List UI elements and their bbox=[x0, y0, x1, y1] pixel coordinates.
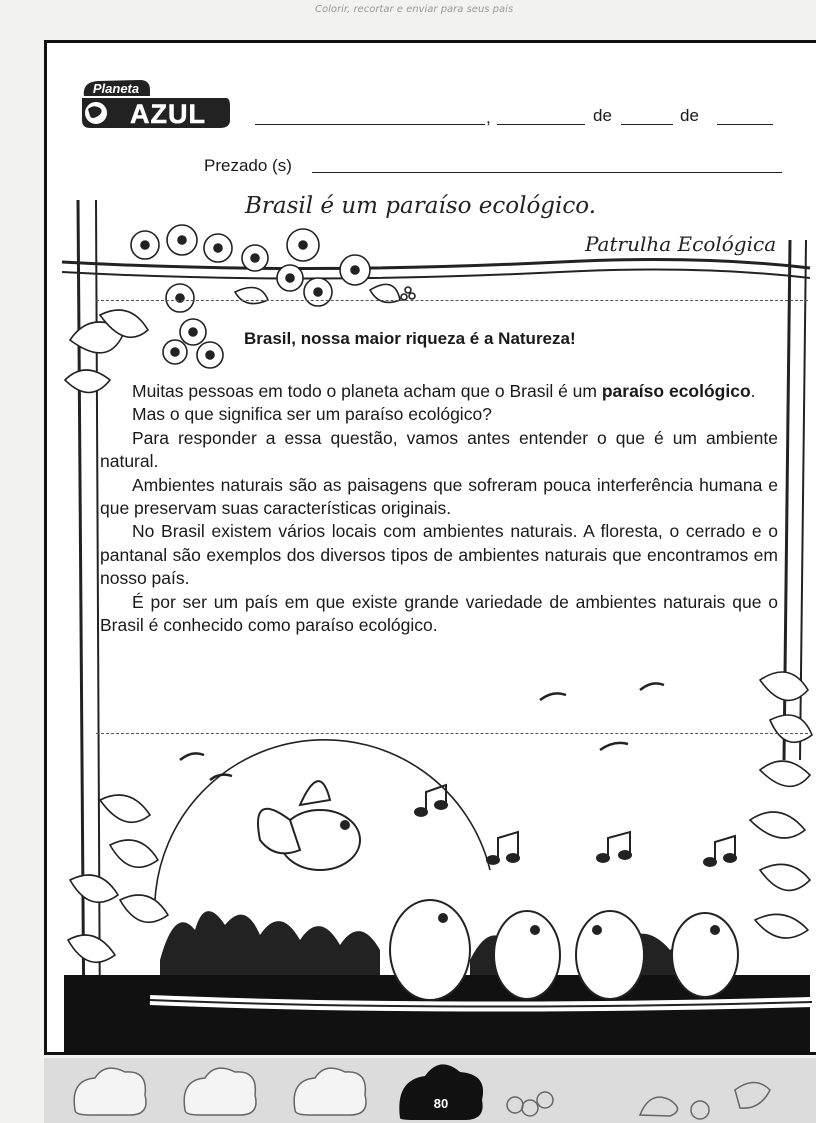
de-label-2: de bbox=[680, 106, 699, 125]
paragraph-1: Muitas pessoas em todo o planeta acham que o Brasil é um paraíso ecológico. bbox=[132, 381, 756, 401]
logo-line1: Planeta bbox=[92, 81, 140, 96]
de-label-1: de bbox=[593, 106, 612, 125]
top-instruction-note: Colorir, recortar e enviar para seus pais bbox=[315, 4, 514, 15]
letter-title: Brasil, nossa maior riqueza é a Natureza! bbox=[244, 329, 576, 348]
comma: , bbox=[486, 108, 491, 127]
signature-text: Patrulha Ecológica bbox=[585, 232, 777, 256]
paragraph-4: Ambientes naturais são as paisagens que sofreram pouca interferência humana e que preservam suas características originais. bbox=[100, 474, 778, 519]
slogan-text: Brasil é um paraíso ecológico. bbox=[245, 193, 597, 219]
paragraph-5: No Brasil existem vários locais com ambientes naturais. A floresta, o cerrado e o pantanal são exemplos dos diversos tipos de ambientes naturais que encontramos em nosso país. bbox=[100, 521, 778, 589]
paragraph-6: É por ser um país em que existe grande variedade de ambientes naturais que o Brasil é conhecido como paraíso ecológico. bbox=[100, 591, 778, 636]
page-number: 80 bbox=[433, 1096, 449, 1111]
logo-line2: AZUL bbox=[130, 99, 206, 129]
paragraph-3: Para responder a essa questão, vamos antes entender o que é um ambiente natural. bbox=[100, 427, 778, 472]
paragraph-2: Mas o que significa ser um paraíso ecológico? bbox=[132, 404, 492, 425]
prezado-label: Prezado (s) bbox=[204, 156, 292, 175]
